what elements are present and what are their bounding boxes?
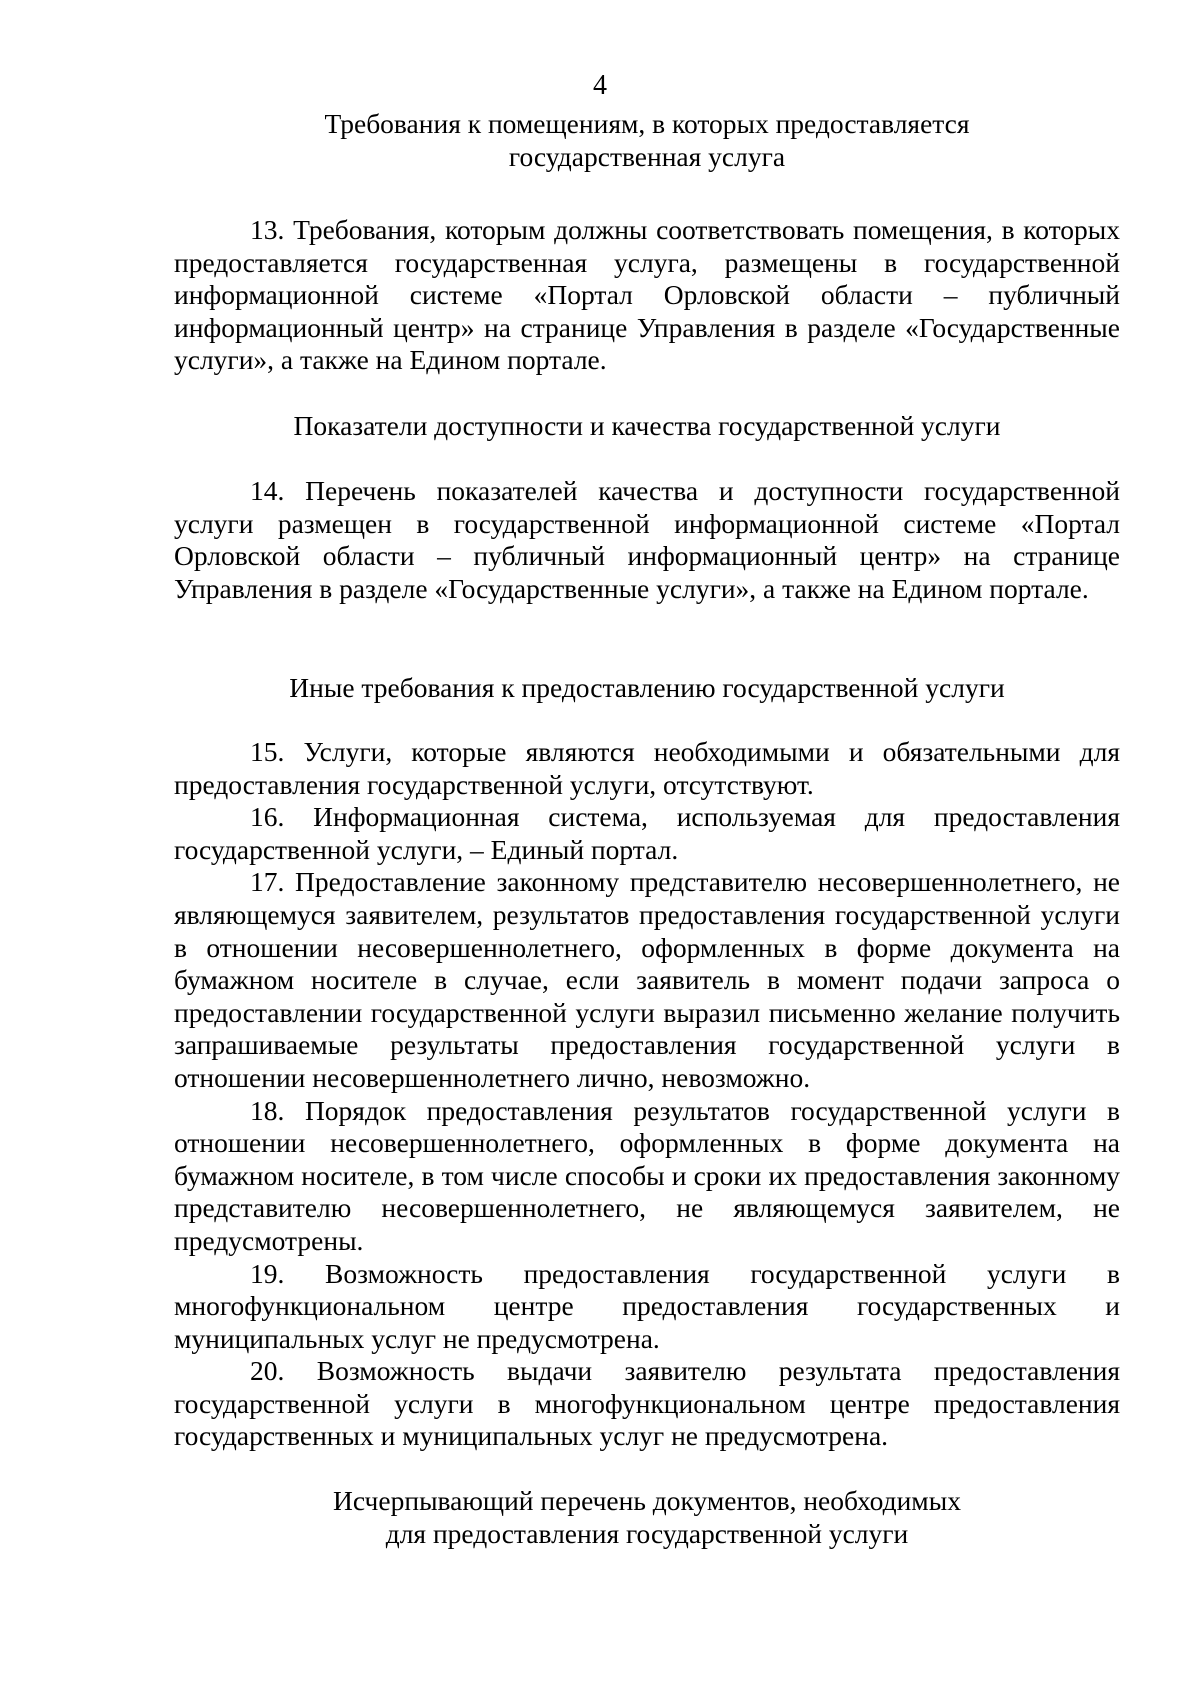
section-heading-documents-list	[174, 1485, 1120, 1550]
paragraph-17: 17. Предоставление законному представителю несовершеннолетнего, не являющемуся заявителем, результатов предоставления государственной услуги в отношении несовершеннолетнего, оформленных в форме документа на бумажном носителе в случае, если заявитель в момент подачи запроса о предоставлении государственной услуги выразил письменно желание получить запрашиваемые результаты предоставления государственной услуги в отношении несовершеннолетнего лично, невозможно.	[174, 866, 1120, 1093]
paragraphs-15-20	[174, 736, 1120, 1453]
heading-line: Исчерпывающий перечень документов, необходимых	[333, 1485, 961, 1516]
heading-line: государственная услуга	[508, 140, 786, 172]
paragraph-20: 20. Возможность выдачи заявителю результата предоставления государственной услуги в многофункциональном центре предоставления государственных и муниципальных услуг не предусмотрена.	[174, 1355, 1120, 1452]
page-number: 4	[593, 70, 607, 101]
section-heading-premises	[174, 108, 1120, 173]
paragraph-14: 14. Перечень показателей качества и доступности государственной услуги размещен в государственной информационной системе «Портал Орловской области – публичный информационный центр» на странице Управления в разделе «Государственные услуги», а также на Едином портале.	[174, 475, 1120, 604]
section-heading-quality-indicators: Показатели доступности и качества государственной услуги	[293, 410, 1001, 441]
heading-line: Требования к помещениям, в которых предоставляется	[324, 108, 970, 139]
paragraph-15: 15. Услуги, которые являются необходимыми и обязательными для предоставления государственной услуги, отсутствуют.	[174, 736, 1120, 800]
paragraph-13: 13. Требования, которым должны соответствовать помещения, в которых предоставляется государственная услуга, размещены в государственной информационной системе «Портал Орловской области – публичный информационный центр» на странице Управления в разделе «Государственные услуги», а также на Едином портале.	[174, 214, 1120, 376]
paragraph-16: 16. Информационная система, используемая для предоставления государственной услуги, – Единый портал.	[174, 801, 1120, 865]
paragraph-18: 18. Порядок предоставления результатов государственной услуги в отношении несовершеннолетнего, оформленных в форме документа на бумажном носителе, в том числе способы и сроки их предоставления законному представителю несовершеннолетнего, не являющемуся заявителем, не предусмотрены.	[174, 1094, 1120, 1256]
paragraph-19: 19. Возможность предоставления государственной услуги в многофункциональном центре предоставления государственных и муниципальных услуг не предусмотрена.	[174, 1257, 1120, 1354]
heading-line: для предоставления государственной услуги	[385, 1517, 909, 1549]
section-heading-other-requirements: Иные требования к предоставлению государственной услуги	[289, 672, 1005, 703]
